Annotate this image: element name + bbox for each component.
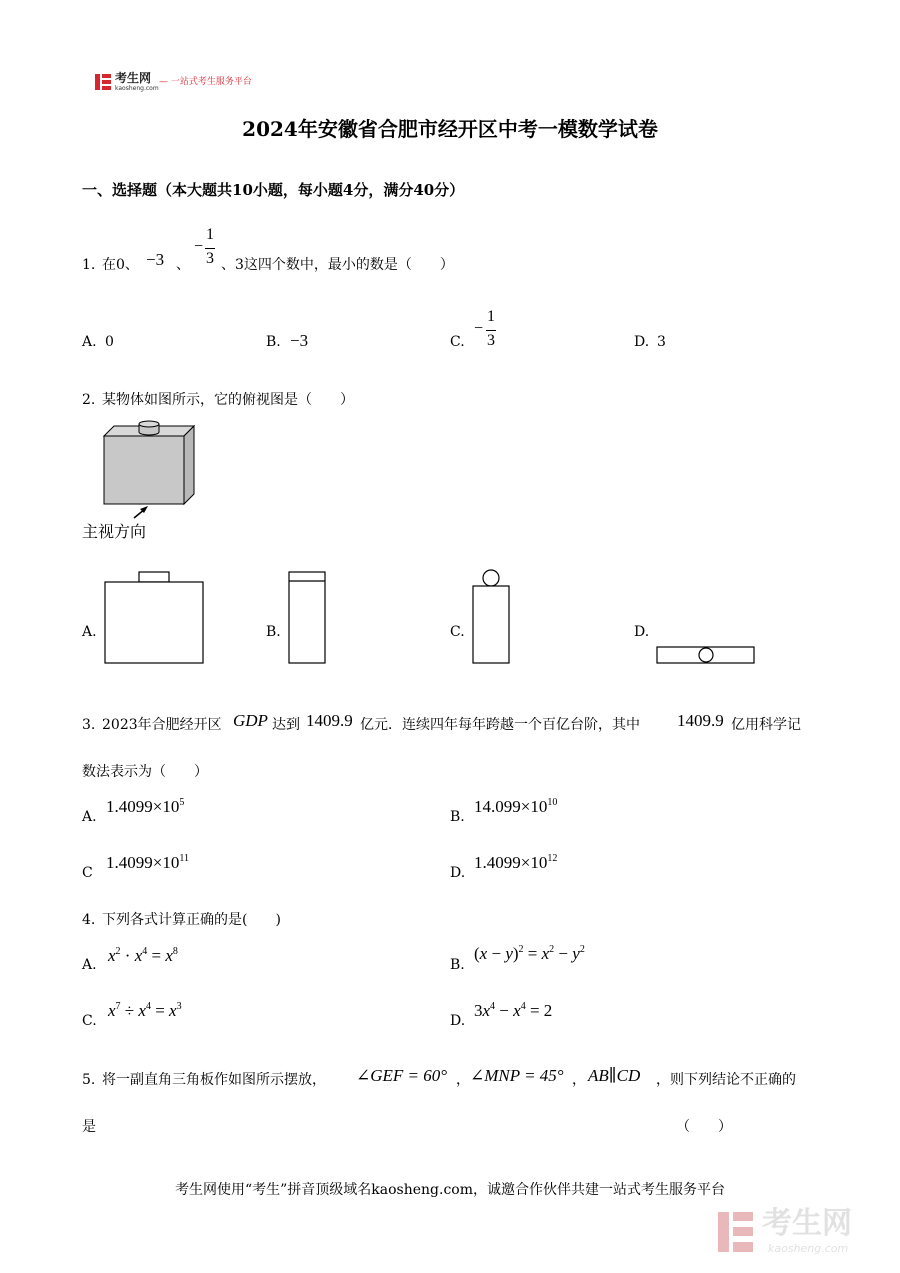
q3-option-d[interactable]: $1.4099\times 10^{12}$ [474,853,558,872]
q2-option-c-figure[interactable] [472,569,512,665]
q2-option-b-figure[interactable] [288,571,328,665]
q1-option-a-label[interactable]: A. [82,334,97,350]
q3-number: 3. [82,717,96,733]
q1-option-b[interactable]: −3 [290,331,309,350]
q5-sep-2: ， [572,1072,586,1088]
footer-text: 考生网使用“考生”拼音顶级域名kaosheng.com，诚邀合作伙伴共建一站式考生服务平台 [174,1182,726,1198]
header-logo [95,72,265,94]
q2-figure-caption: 主视方向 [82,522,147,541]
q2-option-b-label[interactable]: B. [266,624,281,640]
q2-option-a-label[interactable]: A. [82,624,97,640]
q4-option-a[interactable]: $x^2 \cdot x^4 = x^8$ [108,946,178,965]
watermark-sub: kaosheng.com [768,1242,849,1255]
q5-sep-1: ， [456,1072,470,1088]
q2-option-a-figure[interactable] [104,571,208,665]
q3-option-b[interactable]: $14.099\times 10^{10}$ [474,797,558,816]
q1-sep: 、 [176,257,190,273]
q4-option-d-label[interactable]: D. [450,1013,466,1029]
q1-number: 1. [82,257,96,273]
q1-option-d[interactable]: 3 [657,334,666,350]
q1-text-post: 、3这四个数中，最小的数是（ ） [221,257,454,273]
q1-neg3: −3 [146,250,165,269]
q1-option-c-label[interactable]: C. [450,334,465,350]
q4-option-b[interactable]: $(x - y)^2 = x^2 - y^2$ [474,944,585,963]
logo-tagline: — 一站式考生服务平台 [159,77,252,87]
q3-text-line2: 数法表示为（ ） [82,764,208,780]
q4-option-b-label[interactable]: B. [450,957,465,973]
kaosheng-logo-icon [95,72,113,92]
section-heading: 一、选择题（本大题共10小题，每小题4分，满分40分） [82,181,465,199]
q2-text: 某物体如图所示，它的俯视图是（ ） [102,392,354,408]
q5-text-line2: 是 [82,1119,96,1135]
logo-sub: kaosheng.com [115,85,159,92]
q5-number: 5. [82,1072,96,1088]
q3-text-4: 亿用科学记 [731,717,801,733]
q4-number: 4. [82,912,96,928]
q3-text-3: 亿元．连续四年每年跨越一个百亿台阶，其中 [360,717,640,733]
q4-option-d[interactable]: $3x^4 - x^4 = 2$ [474,1001,553,1020]
q3-value-1: 1409.9 [306,711,353,730]
q4-option-c-label[interactable]: C. [82,1013,97,1029]
q1-option-b-label[interactable]: B. [266,334,281,350]
q5-text-1: 将一副直角三角板作如图所示摆放， [102,1072,326,1088]
q5-angle-mnp: ∠MNP = 45° [470,1066,564,1085]
q5-text-2: ，则下列结论不正确的 [656,1072,796,1088]
q1-option-a[interactable]: 0 [105,334,114,350]
q2-option-d-figure[interactable] [656,646,756,666]
watermark-text: 考生网 [762,1206,852,1241]
q1-option-c[interactable]: − 1 3 [474,308,495,349]
q5-answer-paren: （ ） [676,1119,732,1135]
q3-option-a-label[interactable]: A. [82,809,97,825]
q3-option-b-label[interactable]: B. [450,809,465,825]
q3-value-2: 1409.9 [677,711,724,730]
q5-parallel: AB∥CD [588,1066,641,1085]
page-title: 2024年安徽省合肥市经开区中考一模数学试卷 [242,117,658,141]
q4-option-c[interactable]: $x^7 \div x^4 = x^3$ [108,1001,182,1020]
q2-option-d-label[interactable]: D. [634,624,650,640]
q3-text-1: 2023年合肥经开区 [102,717,222,733]
q3-option-d-label[interactable]: D. [450,865,466,881]
q3-gdp: GDP [233,711,268,730]
q1-fraction: − 1 3 [194,226,214,267]
q3-text-2: 达到 [272,717,300,733]
q2-option-c-label[interactable]: C. [450,624,465,640]
q2-solid-figure [98,418,218,523]
q3-option-a[interactable]: $1.4099\times 10^5$ [106,797,185,816]
q3-option-c[interactable]: $1.4099\times 10^{11}$ [106,853,189,872]
q1-option-d-label[interactable]: D. [634,334,650,350]
q1-text-pre: 在0、 [102,257,139,273]
logo-text: 考生网 [115,71,152,85]
kaosheng-watermark-icon [716,1208,756,1256]
q3-option-c-label[interactable]: C [82,865,93,881]
q4-option-a-label[interactable]: A. [82,957,97,973]
q2-number: 2. [82,392,96,408]
q5-angle-gef: ∠GEF = 60° [356,1066,448,1085]
footer-watermark [716,1206,886,1258]
q4-text: 下列各式计算正确的是( ) [102,912,281,928]
